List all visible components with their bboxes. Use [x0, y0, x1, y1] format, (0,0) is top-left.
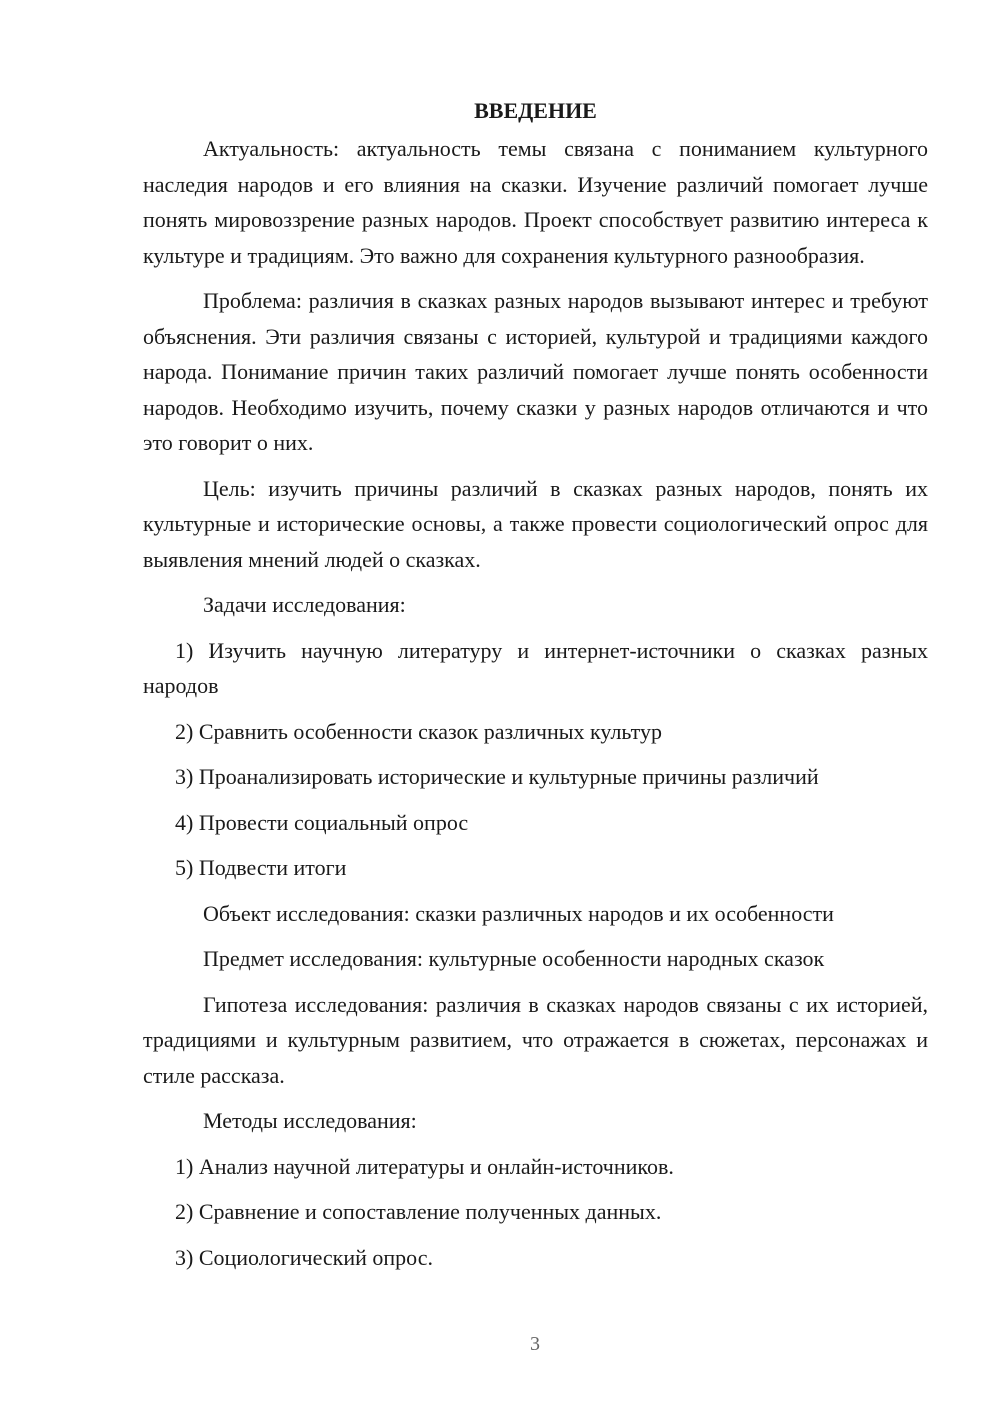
problem-paragraph: Проблема: различия в сказках разных народов вызывают интерес и требуют объяснения. Эти различия связаны с историей, культурой и традициями каждого народа. Понимание причин таких различий помогает лучше понять особенности народов. Необходимо изучить, почему сказки у разных народов отличаются и что это говорит о них.: [143, 288, 928, 455]
method-item-2: 2) Сравнение и сопоставление полученных данных.: [175, 1199, 662, 1224]
page-title: ВВЕДЕНИЕ: [474, 98, 597, 123]
task-item-5: 5) Подвести итоги: [175, 855, 347, 880]
task-item-1: 1) Изучить научную литературу и интернет-источники о сказках разных народов: [143, 637, 928, 698]
methods-heading: Методы исследования:: [203, 1108, 417, 1133]
task-item-2: 2) Сравнить особенности сказок различных культур: [175, 718, 662, 744]
page-number: 3: [530, 1333, 540, 1355]
task-item-4: 4) Провести социальный опрос: [175, 809, 469, 835]
goal-paragraph: Цель: изучить причины различий в сказках разных народов, понять их культурные и исторические основы, а также провести социологический опрос для выявления мнений людей о сказках.: [143, 475, 928, 572]
hypothesis-paragraph: Гипотеза исследования: различия в сказках народов связаны с их историей, традициями и культурным развитием, что отражается в сюжетах, персонажах и стиле рассказа.: [143, 991, 928, 1088]
relevance-paragraph: Актуальность: актуальность темы связана с пониманием культурного наследия народов и его влияния на сказки. Изучение различий помогает лучше понять мировоззрение разных народов. Проект способствует развитию интереса к культуре и традициям. Это важно для сохранения культурного разнообразия.: [143, 136, 928, 268]
method-item-3: 3) Социологический опрос.: [175, 1244, 433, 1270]
research-object: Объект исследования: сказки различных народов и их особенности: [203, 900, 834, 926]
document-page: [143, 95, 928, 1285]
research-subject: Предмет исследования: культурные особенности народных сказок: [203, 946, 825, 971]
method-item-1: 1) Анализ научной литературы и онлайн-источников.: [175, 1153, 674, 1179]
task-item-3: 3) Проанализировать исторические и культурные причины различий: [175, 764, 819, 789]
tasks-heading: Задачи исследования:: [203, 592, 406, 617]
